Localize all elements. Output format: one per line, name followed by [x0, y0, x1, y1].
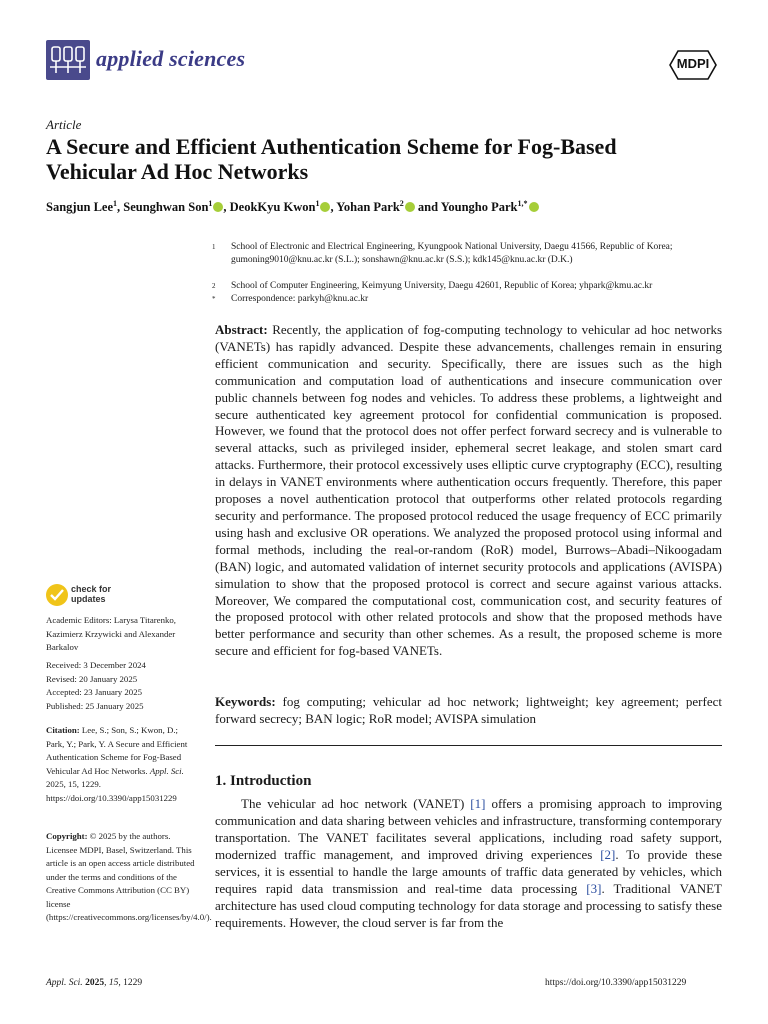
abstract-label: Abstract: [215, 322, 268, 337]
copyright-label: Copyright: [46, 831, 88, 841]
author-affil-mark: 1 [315, 199, 320, 208]
affiliation-1 [212, 241, 732, 281]
reference-link[interactable]: [2] [600, 847, 616, 862]
author-name[interactable]: DeokKyu Kwon [229, 200, 316, 215]
citation-doi[interactable]: 2025, 15, 1229. https://doi.org/10.3390/app15031229 [46, 779, 177, 803]
article-dates [46, 659, 196, 713]
intro-text: . To provide these services, it is essential to handle the large amounts of traffic data generated by vehicles, which requires rapid data transmission and real-time data processing [215, 847, 722, 896]
citation-journal: Appl. Sci. [149, 765, 184, 776]
section-heading: 1. Introduction [215, 773, 312, 789]
keywords [215, 694, 722, 728]
citation-label: Citation: [46, 725, 80, 735]
intro-text: . Traditional VANET architecture has used cloud computing technology for data storage and processing to satisfy these requirements. However, the cloud server is far from the [215, 881, 722, 930]
article-type: Article [46, 117, 82, 132]
author-name[interactable]: Seunghwan Son [123, 200, 209, 215]
section-divider [215, 745, 722, 746]
copyright-text: © 2025 by the authors. Licensee MDPI, Basel, Switzerland. This article is an open access article distributed under the terms and conditions of the Creative Commons Attribution (CC BY) license (https://creativecommons.org/licenses/by/4.0/). [46, 831, 212, 922]
orcid-icon[interactable] [213, 202, 223, 212]
affiliation-text: Correspondence: parkyh@knu.ac.kr [231, 294, 369, 304]
introduction-paragraph [215, 795, 722, 931]
journal-logo [46, 40, 90, 80]
affiliation-text: School of Electronic and Electrical Engineering, Kyungpook National University, Daegu 41566, Republic of Korea; gumoning9010@knu.ac.kr (S.L.); sonshawn@knu.ac.kr (S.S.); kdk145@knu.ac.kr (D.K.) [231, 242, 673, 265]
orcid-icon[interactable] [320, 202, 330, 212]
check-badge-line1: check for [71, 584, 112, 594]
editors-names: Larysa Titarenko, Kazimierz Krzywicki and Alexander Barkalov [46, 615, 176, 652]
author-affil-mark: 1,* [517, 199, 528, 208]
affiliation-text: School of Computer Engineering, Keimyung University, Daegu 42601, Republic of Korea; yhpark@kmu.ac.kr [231, 281, 653, 291]
date-received: Received: 3 December 2024 [46, 660, 146, 670]
reference-link[interactable]: [3] [586, 881, 602, 896]
citation-block [46, 724, 196, 805]
affiliation-mark: 1 [212, 243, 216, 251]
intro-text: The vehicular ad hoc network (VANET) [241, 796, 471, 811]
author-name[interactable]: Youngho Park [440, 200, 518, 215]
copyright-block [46, 830, 212, 925]
author-affil-mark: 1 [113, 199, 118, 208]
author-affil-mark: 2 [399, 199, 404, 208]
footer-journal: Appl. Sci. [46, 978, 83, 988]
footer-year: 2025 [85, 978, 105, 988]
orcid-icon[interactable] [529, 202, 539, 212]
keywords-label: Keywords: [215, 694, 276, 709]
orcid-icon[interactable] [405, 202, 415, 212]
reference-link[interactable]: [1] [470, 796, 486, 811]
affiliation-mark: 2 [212, 282, 216, 290]
date-revised: Revised: 20 January 2025 [46, 673, 138, 684]
footer-doi[interactable]: https://doi.org/10.3390/app15031229 [545, 978, 687, 988]
author-name[interactable]: Yohan Park [336, 200, 400, 215]
editors-label: Academic Editors: [46, 615, 112, 625]
author-affil-mark: 1 [208, 199, 213, 208]
footer-citation: Appl. Sci. 2025, 15, 1229 [46, 978, 143, 988]
date-accepted: Accepted: 23 January 2025 [46, 687, 143, 697]
author-list: Sangjun Lee$^1$, Seunghwan Son$^1$ , DeokKyu Kwon$^1$ , Yohan Park$^2$ and Youngho Park$^{1,*}$ [46, 199, 726, 215]
article-title: A Secure and Efficient Authentication Scheme for Fog-Based Vehicular Ad Hoc Networks [46, 134, 617, 184]
footer-volume: 15 [108, 978, 119, 988]
abstract [215, 322, 722, 660]
publisher-name: MDPI [676, 56, 710, 71]
keywords-text: fog computing; vehicular ad hoc network; lightweight; key agreement; perfect forward secrecy; BAN logic; RoR model; AVISPA simulation [215, 694, 722, 726]
footer-article-number: , 1229 [118, 978, 143, 988]
check-for-updates-badge[interactable] [46, 584, 156, 608]
publisher-logo[interactable] [664, 48, 722, 82]
check-badge-line2: updates [71, 594, 106, 604]
intro-text: offers a promising approach to improving communication and data sharing between vehicles and infrastructure, transforming contemporary transportation. The VANET facilitates several applications, including road safety support, modernized traffic management, and improved driving experiences [215, 796, 722, 862]
author-name[interactable]: Sangjun Lee [46, 200, 114, 215]
journal-name[interactable]: applied sciences [96, 46, 246, 71]
academic-editors [46, 614, 196, 655]
date-published: Published: 25 January 2025 [46, 700, 144, 711]
check-icon [46, 584, 68, 606]
abstract-text: Recently, the application of fog-computing technology to vehicular ad hoc networks (VANETs) has rapidly advanced. Despite these advancements, challenges remain in ensuring efficient communication and security. Specifically, there are issues such as the high communication and computation load of authentications and insecure communication over public channels between fog nodes and vehicles. To address these problems, a lightweight and secure authenticated key agreement protocol for confidential communication is proposed. However, we found that the protocol does not offer perfect forward secrecy and is vulnerable to several attacks, such as privileged insider, ephemeral secret leakage, and stolen smart card attacks. Furthermore, their protocol excessively uses elliptic curve cryptography (ECC), resulting in delays in VANET environments where authentication occurs frequently. Therefore, this paper proposes a novel authentication protocol that outperforms other related protocols regarding security and performance. The proposed protocol reduced the usage frequency of ECC primarily using hash and exclusive OR operations. We analyzed the proposed protocol using informal and formal methods, including the real-or-random (RoR) model, Burrows–Abadi–Nikoogadam (BAN) logic, and automated validation of internet security protocols and applications (AVISPA) simulation to show that the proposed protocol is correct and secure against various attacks. Moreover, We compared the computational cost, communication cost, and security features of the proposed protocol with other related protocols and show that the proposed methods have better performance and security than other schemes. As a result, the proposed scheme is more secure and efficient for fog-based VANETs. [215, 322, 723, 659]
citation-text: Lee, S.; Son, S.; Kwon, D.; Park, Y.; Park, Y. A Secure and Efficient Authentication Scheme for Fog-Based Vehicular Ad Hoc Networks. [46, 725, 188, 776]
check-badge-label [71, 584, 111, 604]
affiliation-mark: * [212, 295, 216, 303]
